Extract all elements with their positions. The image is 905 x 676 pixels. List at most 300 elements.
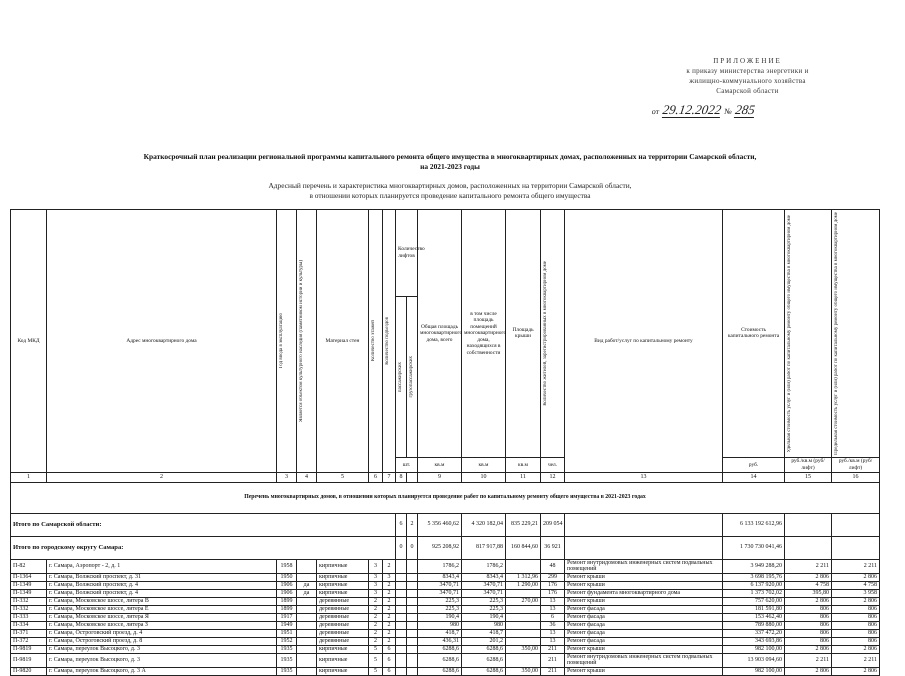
row-material: кирпичные: [317, 589, 369, 597]
header-lifts: Количество лифтов: [396, 210, 418, 297]
row-owned-area: 190,4: [462, 613, 506, 621]
column-number: 6: [369, 472, 383, 482]
total-lifts-cargo: 0: [407, 536, 418, 559]
row-lifts-passenger: [396, 559, 407, 573]
row-roof-area: [506, 621, 541, 629]
row-entrances: 2: [383, 597, 396, 605]
header-cultural: Является объектом культурного наследия (памятником истории и культуры): [299, 260, 304, 422]
row-street: Московское шоссе, литера Е: [75, 605, 149, 612]
approval-title: ПРИЛОЖЕНИЕ: [713, 57, 782, 65]
row-address: [47, 581, 277, 589]
row-residents: 211: [541, 645, 565, 653]
row-owned-area: 201,2: [462, 637, 506, 645]
total-area: 925 208,92: [418, 536, 462, 559]
row-street: Остроговский проезд, д. 8: [75, 637, 143, 644]
row-lifts-cargo: [407, 573, 418, 581]
plan-table: [10, 209, 880, 676]
row-lifts-cargo: [407, 613, 418, 621]
row-lifts-cargo: [407, 597, 418, 605]
row-city: г. Самара,: [49, 562, 75, 569]
table-row: [11, 653, 880, 667]
row-street: Волжский проспект, д. 4: [75, 589, 138, 596]
total-row: [11, 536, 880, 559]
row-owned-area: 225,3: [462, 597, 506, 605]
row-cultural: [297, 597, 317, 605]
total-roof-area: 835 229,21: [506, 513, 541, 536]
row-residents: 48: [541, 559, 565, 573]
table-row: [11, 667, 880, 675]
row-roof-area: 350,00: [506, 667, 541, 675]
row-cultural: да: [297, 581, 317, 589]
row-roof-area: [506, 653, 541, 667]
row-city: г. Самара,: [49, 597, 75, 604]
row-material: деревянные: [317, 605, 369, 613]
row-floors: 2: [369, 637, 383, 645]
total-owned-area: 4 320 182,04: [462, 513, 506, 536]
row-city: г. Самара,: [49, 573, 75, 580]
row-city: г. Самара,: [49, 589, 75, 596]
row-work-type: Ремонт фасада: [565, 637, 723, 645]
row-cultural: [297, 629, 317, 637]
row-street: Волжский проспект, д. 4: [75, 581, 138, 588]
column-number: 7: [383, 472, 396, 482]
row-mkd-code: П-332: [11, 597, 47, 605]
row-street: переулок Высоцкого, д. 3: [75, 656, 140, 663]
row-lifts-cargo: [407, 653, 418, 667]
row-cost: 982 100,00: [723, 667, 785, 675]
row-year: 1958: [277, 559, 297, 573]
row-address: [47, 597, 277, 605]
row-residents: 299: [541, 573, 565, 581]
row-year: 1935: [277, 667, 297, 675]
row-entrances: 2: [383, 605, 396, 613]
row-year: 1899: [277, 605, 297, 613]
number-prefix: №: [723, 107, 733, 116]
row-limit-cost: 806: [832, 613, 880, 621]
column-number: 16: [832, 472, 880, 482]
total-cost: 1 730 730 041,46: [723, 536, 785, 559]
row-unit-cost: 2 211: [785, 653, 832, 667]
row-unit-cost: 806: [785, 629, 832, 637]
row-street: Волжский проспект, д. 31: [75, 573, 141, 580]
row-year: 1906: [277, 589, 297, 597]
row-floors: 2: [369, 629, 383, 637]
header-mkd-code: Код МКД: [11, 210, 47, 473]
row-mkd-code: П-9819: [11, 653, 47, 667]
row-floors: 2: [369, 605, 383, 613]
row-residents: 13: [541, 597, 565, 605]
row-floors: 3: [369, 559, 383, 573]
row-unit-cost: 806: [785, 605, 832, 613]
row-mkd-code: П-9820: [11, 667, 47, 675]
header-lifts-cargo: грузопассажирских: [409, 356, 414, 398]
unit-unit-cost: руб./кв.м (руб/лифт): [785, 457, 832, 472]
row-roof-area: [506, 629, 541, 637]
row-year: 1952: [277, 637, 297, 645]
total-residents: 209 054: [541, 513, 565, 536]
plan-table-wrapper: [10, 209, 879, 674]
total-unit-blank: [785, 536, 832, 559]
row-lifts-passenger: [396, 645, 407, 653]
unit-lifts: шт.: [396, 457, 418, 472]
row-material: кирпичные: [317, 645, 369, 653]
row-mkd-code: П-372: [11, 637, 47, 645]
row-street: Остроговский проезд, д. 4: [75, 629, 143, 636]
row-work-type: Ремонт внутридомовых инженерных систем подвальных помещений: [565, 559, 723, 573]
column-number: 14: [723, 472, 785, 482]
row-work-type: Ремонт крыши: [565, 667, 723, 675]
total-limit-blank: [832, 513, 880, 536]
table-row: [11, 559, 880, 573]
table-row: [11, 605, 880, 613]
row-lifts-passenger: [396, 573, 407, 581]
row-entrances: 2: [383, 629, 396, 637]
total-lifts-cargo: 2: [407, 513, 418, 536]
row-address: [47, 645, 277, 653]
unit-residents: чел.: [541, 457, 565, 472]
row-cultural: [297, 605, 317, 613]
row-entrances: 6: [383, 667, 396, 675]
row-material: кирпичные: [317, 559, 369, 573]
row-lifts-passenger: [396, 589, 407, 597]
row-roof-area: 350,00: [506, 645, 541, 653]
row-entrances: 2: [383, 637, 396, 645]
row-total-area: 6288,6: [418, 645, 462, 653]
row-work-type: Ремонт внутридомовых инженерных систем подвальных помещений: [565, 653, 723, 667]
row-residents: 13: [541, 629, 565, 637]
row-street: Московское шоссе, литера З: [75, 621, 148, 628]
row-cultural: [297, 667, 317, 675]
row-material: кирпичные: [317, 573, 369, 581]
row-unit-cost: 806: [785, 613, 832, 621]
row-cultural: [297, 573, 317, 581]
row-residents: 36: [541, 621, 565, 629]
column-number: 11: [506, 472, 541, 482]
row-cost: 3 949 288,20: [723, 559, 785, 573]
row-roof-area: [506, 559, 541, 573]
table-row: [11, 629, 880, 637]
column-number: 5: [317, 472, 369, 482]
row-owned-area: 6288,6: [462, 645, 506, 653]
row-total-area: 225,3: [418, 605, 462, 613]
row-unit-cost: 806: [785, 621, 832, 629]
header-row-1: [11, 210, 880, 297]
row-floors: 2: [369, 621, 383, 629]
section-title: Перечень многоквартирных домов, в отношении которых планируется проведение работ по капитальному ремонту общего имущества в 2021-2023 годах: [11, 482, 880, 513]
row-floors: 5: [369, 667, 383, 675]
row-street: переулок Высоцкого, д. 3: [75, 645, 140, 652]
row-city: г. Самара,: [49, 656, 75, 663]
row-material: кирпичные: [317, 667, 369, 675]
row-cost: 153 462,40: [723, 613, 785, 621]
row-work-type: Ремонт крыши: [565, 581, 723, 589]
row-material: деревянные: [317, 597, 369, 605]
row-owned-area: 6288,6: [462, 667, 506, 675]
row-total-area: 6288,6: [418, 667, 462, 675]
row-roof-area: [506, 605, 541, 613]
header-roof-area: Площадь крыши: [506, 210, 541, 458]
row-residents: 13: [541, 605, 565, 613]
unit-cost: руб.: [723, 457, 785, 472]
document-title: [70, 152, 830, 172]
row-material: деревянные: [317, 637, 369, 645]
row-city: г. Самара,: [49, 667, 75, 674]
row-unit-cost: 2 211: [785, 559, 832, 573]
subtitle-line-2: в отношении которых планируется проведение капитального ремонта общего имущества: [309, 191, 591, 200]
row-owned-area: 980: [462, 621, 506, 629]
header-limit-cost: Предельная стоимость услуг и (или) работ по капитальному ремонту общего имущества в многоквартирном доме: [834, 212, 840, 455]
unit-total-area: кв.м: [418, 457, 462, 472]
row-work-type: Ремонт крыши: [565, 645, 723, 653]
row-lifts-cargo: [407, 581, 418, 589]
header-address: Адрес многоквартирного дома: [47, 210, 277, 473]
header-total-area: Общая площадь многоквартирного дома, всего: [418, 210, 462, 458]
order-number: 285: [734, 102, 756, 117]
subtitle-line-1: Адресный перечень и характеристика многоквартирных домов, расположенных на территории Самарской области,: [268, 181, 632, 190]
total-residents: 36 921: [541, 536, 565, 559]
total-owned-area: 817 917,88: [462, 536, 506, 559]
row-address: [47, 573, 277, 581]
row-residents: 176: [541, 581, 565, 589]
row-address: [47, 613, 277, 621]
row-year: 1935: [277, 645, 297, 653]
row-limit-cost: 2 806: [832, 597, 880, 605]
total-lifts-passenger: 0: [396, 536, 407, 559]
column-number: 3: [277, 472, 297, 482]
row-total-area: 6288,6: [418, 653, 462, 667]
table-row: [11, 621, 880, 629]
column-number: 2: [47, 472, 277, 482]
row-entrances: 3: [383, 573, 396, 581]
row-unit-cost: 806: [785, 637, 832, 645]
total-area: 5 356 460,62: [418, 513, 462, 536]
header-work-type: Вид работ/услуг по капитальному ремонту: [565, 210, 723, 473]
row-city: г. Самара,: [49, 581, 75, 588]
row-cultural: [297, 645, 317, 653]
row-work-type: Ремонт фундамента многоквартирного дома: [565, 589, 723, 597]
row-total-area: 3470,71: [418, 581, 462, 589]
row-cost: 181 591,80: [723, 605, 785, 613]
row-address: [47, 629, 277, 637]
column-number: 4: [297, 472, 317, 482]
row-mkd-code: П-1349: [11, 589, 47, 597]
row-material: кирпичные: [317, 653, 369, 667]
row-lifts-cargo: [407, 667, 418, 675]
row-address: [47, 605, 277, 613]
row-year: 1906: [277, 581, 297, 589]
total-row: [11, 513, 880, 536]
unit-roof-area: кв.м: [506, 457, 541, 472]
row-limit-cost: 806: [832, 605, 880, 613]
total-limit-blank: [832, 536, 880, 559]
row-cost: 1 373 702,02: [723, 589, 785, 597]
header-residents: Количество жителей, зарегистрированных в многоквартирном доме: [543, 261, 549, 406]
table-row: [11, 589, 880, 597]
row-owned-area: 8343,4: [462, 573, 506, 581]
approval-line-3: Самарской области: [716, 87, 779, 95]
column-number: 15: [785, 472, 832, 482]
row-residents: 211: [541, 653, 565, 667]
row-entrances: 2: [383, 581, 396, 589]
row-entrances: 2: [383, 613, 396, 621]
column-number: 10: [462, 472, 506, 482]
row-lifts-passenger: [396, 629, 407, 637]
row-total-area: 190,4: [418, 613, 462, 621]
row-year: 1917: [277, 613, 297, 621]
table-row: [11, 645, 880, 653]
row-roof-area: 1 290,00: [506, 581, 541, 589]
row-limit-cost: 806: [832, 629, 880, 637]
header-unit-cost: Удельная стоимость услуг и (или) работ по капитальному ремонту общего имущества в многоквартирном доме: [787, 214, 793, 453]
unit-limit-cost: руб./кв.м (руб/лифт): [832, 457, 880, 472]
header-year-built: Год ввода в эксплуатацию: [279, 313, 284, 369]
row-lifts-passenger: [396, 621, 407, 629]
row-work-type: Ремонт фасада: [565, 621, 723, 629]
row-limit-cost: 4 758: [832, 581, 880, 589]
row-owned-area: 418,7: [462, 629, 506, 637]
row-cultural: [297, 621, 317, 629]
row-owned-area: 1786,2: [462, 559, 506, 573]
row-year: 1949: [277, 621, 297, 629]
row-unit-cost: 395,80: [785, 589, 832, 597]
row-total-area: 1786,2: [418, 559, 462, 573]
row-material: деревянные: [317, 613, 369, 621]
total-label: Итого по городскому округу Самара:: [11, 536, 396, 559]
row-city: г. Самара,: [49, 621, 75, 628]
row-address: [47, 621, 277, 629]
row-lifts-cargo: [407, 645, 418, 653]
row-residents: 6: [541, 613, 565, 621]
column-number: 9: [418, 472, 462, 482]
row-cost: 6 137 920,00: [723, 581, 785, 589]
row-mkd-code: П-332: [11, 605, 47, 613]
total-lifts-passenger: 6: [396, 513, 407, 536]
row-material: деревянные: [317, 629, 369, 637]
row-residents: 211: [541, 667, 565, 675]
header-entrances: Количество подъездов: [385, 317, 390, 365]
row-lifts-passenger: [396, 597, 407, 605]
row-lifts-cargo: [407, 637, 418, 645]
row-lifts-cargo: [407, 559, 418, 573]
row-lifts-cargo: [407, 629, 418, 637]
row-floors: 5: [369, 645, 383, 653]
row-limit-cost: 806: [832, 637, 880, 645]
row-street: Московское шоссе, литера В: [75, 597, 149, 604]
row-roof-area: 1 312,96: [506, 573, 541, 581]
row-unit-cost: 2 806: [785, 573, 832, 581]
row-limit-cost: 2 211: [832, 559, 880, 573]
total-work-blank: [565, 536, 723, 559]
row-lifts-cargo: [407, 621, 418, 629]
table-row: [11, 581, 880, 589]
row-lifts-cargo: [407, 605, 418, 613]
row-lifts-cargo: [407, 589, 418, 597]
column-number-blank: [407, 472, 418, 482]
row-roof-area: [506, 613, 541, 621]
row-total-area: 980: [418, 621, 462, 629]
row-owned-area: 6288,6: [462, 653, 506, 667]
column-number: 8: [396, 472, 407, 482]
row-residents: 176: [541, 589, 565, 597]
row-limit-cost: 2 211: [832, 653, 880, 667]
row-residents: 13: [541, 637, 565, 645]
row-work-type: Ремонт крыши: [565, 597, 723, 605]
row-lifts-passenger: [396, 613, 407, 621]
row-roof-area: 270,00: [506, 597, 541, 605]
total-roof-area: 160 844,60: [506, 536, 541, 559]
row-unit-cost: 2 806: [785, 597, 832, 605]
row-address: [47, 637, 277, 645]
row-cultural: [297, 637, 317, 645]
total-cost: 6 133 192 612,96: [723, 513, 785, 536]
total-label: Итого по Самарской области:: [11, 513, 396, 536]
row-mkd-code: П-333: [11, 613, 47, 621]
row-city: г. Самара,: [49, 629, 75, 636]
row-year: 1935: [277, 653, 297, 667]
table-row: [11, 573, 880, 581]
date-prefix: от: [651, 107, 660, 116]
row-work-type: Ремонт фасада: [565, 605, 723, 613]
row-street: Московское шоссе, литера Я: [75, 613, 149, 620]
row-cost: 3 698 195,76: [723, 573, 785, 581]
header-lifts-passenger: пассажирских: [398, 361, 403, 392]
row-cost: 13 903 094,60: [723, 653, 785, 667]
order-date-number: [651, 102, 823, 118]
row-city: г. Самара,: [49, 605, 75, 612]
title-line-2: на 2021-2023 годы: [420, 162, 480, 171]
row-limit-cost: 2 806: [832, 573, 880, 581]
row-lifts-passenger: [396, 605, 407, 613]
row-roof-area: [506, 637, 541, 645]
header-floors: Количество этажей: [371, 320, 376, 362]
total-work-blank: [565, 513, 723, 536]
row-unit-cost: 2 806: [785, 667, 832, 675]
total-unit-blank: [785, 513, 832, 536]
row-owned-area: 3470,71: [462, 589, 506, 597]
row-total-area: 436,31: [418, 637, 462, 645]
row-cost: 757 620,00: [723, 597, 785, 605]
row-lifts-passenger: [396, 637, 407, 645]
row-lifts-passenger: [396, 581, 407, 589]
row-work-type: Ремонт крыши: [565, 573, 723, 581]
section-row: [11, 482, 880, 513]
row-floors: 2: [369, 613, 383, 621]
row-address: [47, 559, 277, 573]
row-cost: 337 472,20: [723, 629, 785, 637]
table-row: [11, 613, 880, 621]
row-floors: 3: [369, 589, 383, 597]
row-city: г. Самара,: [49, 637, 75, 644]
row-total-area: 8343,4: [418, 573, 462, 581]
row-cultural: [297, 559, 317, 573]
row-limit-cost: 2 806: [832, 645, 880, 653]
row-mkd-code: П-334: [11, 621, 47, 629]
row-floors: 5: [369, 653, 383, 667]
row-entrances: 2: [383, 559, 396, 573]
row-lifts-passenger: [396, 667, 407, 675]
row-city: г. Самара,: [49, 645, 75, 652]
row-owned-area: 3470,71: [462, 581, 506, 589]
row-mkd-code: П-82: [11, 559, 47, 573]
unit-owned-area: кв.м: [462, 457, 506, 472]
column-number: 12: [541, 472, 565, 482]
row-floors: 3: [369, 581, 383, 589]
row-entrances: 6: [383, 645, 396, 653]
row-limit-cost: 2 806: [832, 667, 880, 675]
row-total-area: 225,3: [418, 597, 462, 605]
row-address: [47, 589, 277, 597]
row-roof-area: [506, 589, 541, 597]
